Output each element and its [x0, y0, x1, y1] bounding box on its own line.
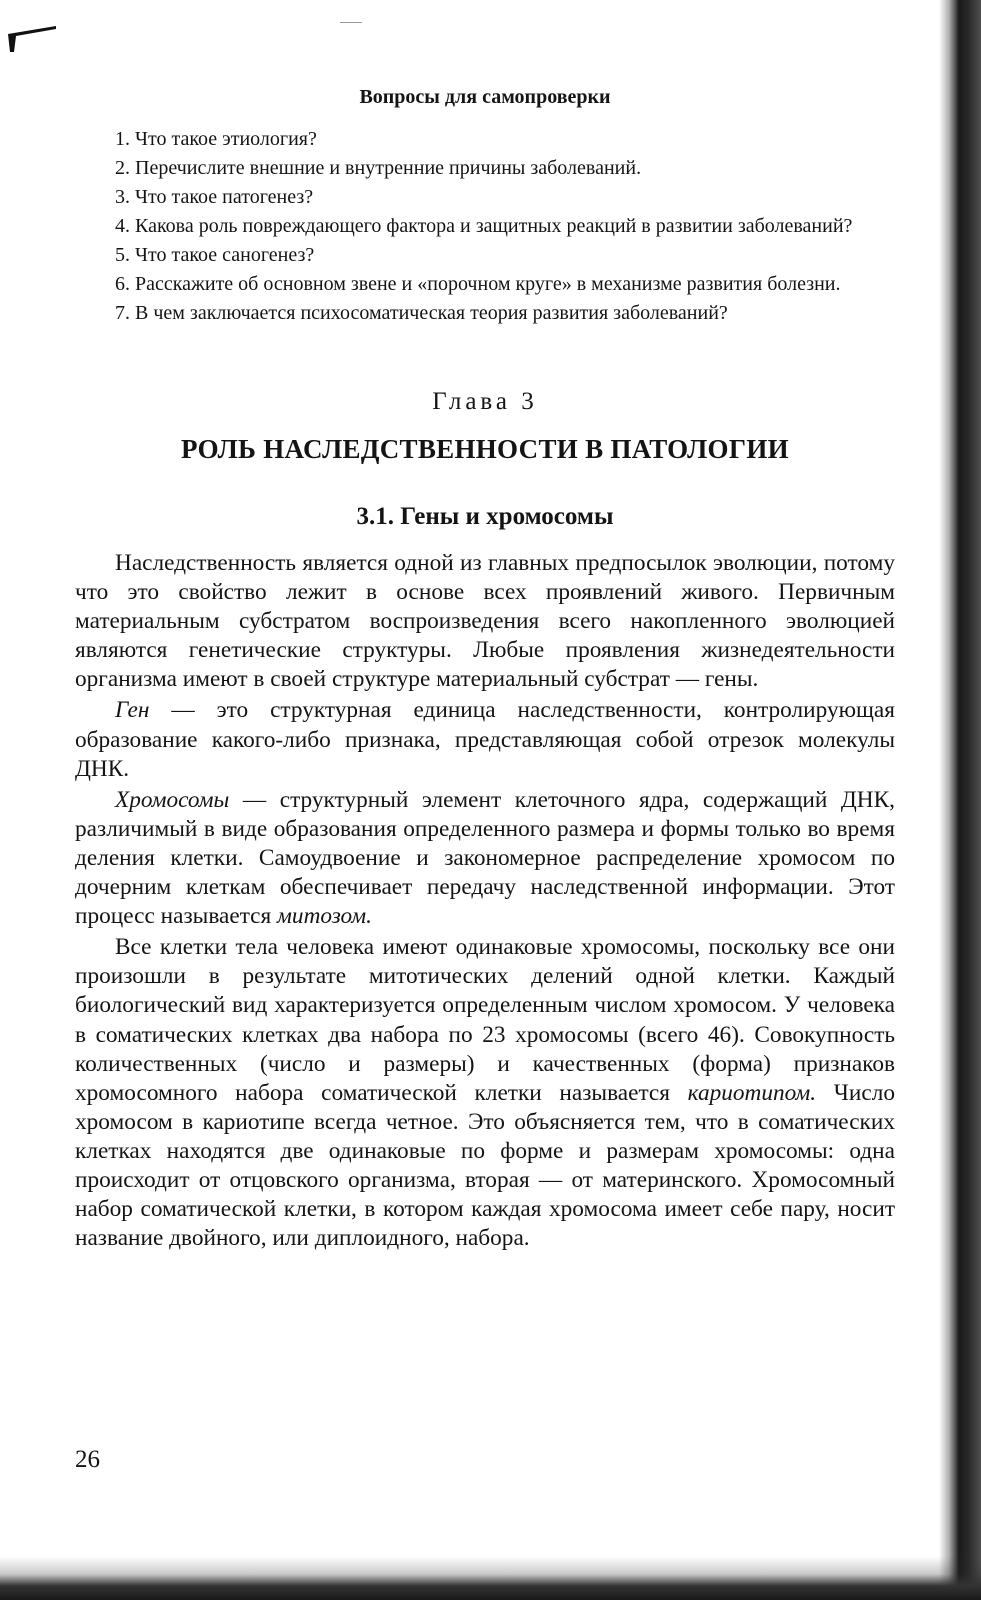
term-gene: Ген — [115, 697, 150, 724]
page-number: 26 — [75, 1446, 100, 1473]
paragraph-karyotype-end: Число хромосом в кариотипе всегда четное. Это объясняется тем, что в соматических клетках находятся две одинаковые по форме и размерам хромосомы: одна происходит от отцовского организма, вторая — от материнского. Хромосомный набор соматической клетки, в котором каждая хромосома имеет себе пару, носит название двойного, или диплоидного, набора. — [75, 1079, 895, 1252]
chapter-title: РОЛЬ НАСЛЕДСТВЕННОСТИ В ПАТОЛОГИИ — [181, 434, 789, 464]
term-karyotype: кариотипом. — [687, 1079, 817, 1106]
scan-bottom-edge — [0, 1556, 981, 1600]
paragraph-karyotype — [75, 933, 895, 1253]
chapter-label: Глава 3 — [432, 388, 538, 415]
question-item: 5. Что такое саногенез? — [115, 244, 315, 266]
paragraph-karyotype-start: Все клетки тела человека имеют одинаковые хромосомы, поскольку все они произошли в результате митотических делений одной клетки. Каждый биологический вид характеризуется определенным числом хромосом. У человека в соматических клетках два набора по 23 хромосомы (всего 46). Совокупность количественных (число и размеры) и качественных (форма) признаков хромосомного набора соматической клетки называется — [75, 934, 895, 1106]
term-mitosis: митозом. — [277, 903, 372, 930]
question-item: 2. Перечислите внешние и внутренние причины заболеваний. — [115, 157, 642, 179]
paragraph-chromosomes-text: — структурный элемент клеточного ядра, содержащий ДНК, различимый в виде образования определенного размера и формы только во время деления клетки. Самоудвоение и закономерное распределение хромосом по дочерним клеткам обеспечивает передачу наследственной информации. Этот процесс называется — [75, 786, 895, 930]
scan-right-edge — [939, 0, 981, 1600]
questions-list — [75, 125, 895, 328]
subsection-title: 3.1. Гены и хромосомы — [356, 503, 614, 530]
paragraph-gene-text: — это структурная единица наследственности, контролирующая образование какого-либо признака, представляющая собой отрезок молекулы ДНК. — [75, 697, 895, 782]
page-content — [75, 86, 895, 1255]
paragraph-gene — [75, 696, 895, 783]
scan-corner-mark — [6, 24, 62, 54]
paragraph-heredity: Наследственность является одной из главных предпосылок эволюции, потому что это свойство лежит в основе всех проявлений живого. Первичным материальным субстратом воспроизведения всего накопленного эволюцией являются генетические структуры. Любые проявления жизнедеятельности организма имеют в своей структуре материальный субстрат — гены. — [75, 550, 895, 693]
term-chromosomes: Хромосомы — [115, 786, 230, 813]
scan-tick — [340, 22, 362, 23]
question-item: 6. Расскажите об основном звене и «порочном круге» в механизме развития болезни. — [115, 273, 841, 295]
question-item: 7. В чем заключается психосоматическая теория развития заболеваний? — [115, 302, 728, 324]
question-item: 1. Что такое этиология? — [115, 128, 317, 150]
questions-title: Вопросы для самопроверки — [359, 86, 611, 108]
question-item: 4. Какова роль повреждающего фактора и защитных реакций в развитии заболеваний? — [115, 215, 853, 237]
body-text — [75, 549, 895, 1253]
question-item: 3. Что такое патогенез? — [115, 186, 314, 208]
paragraph-chromosomes — [75, 786, 895, 931]
